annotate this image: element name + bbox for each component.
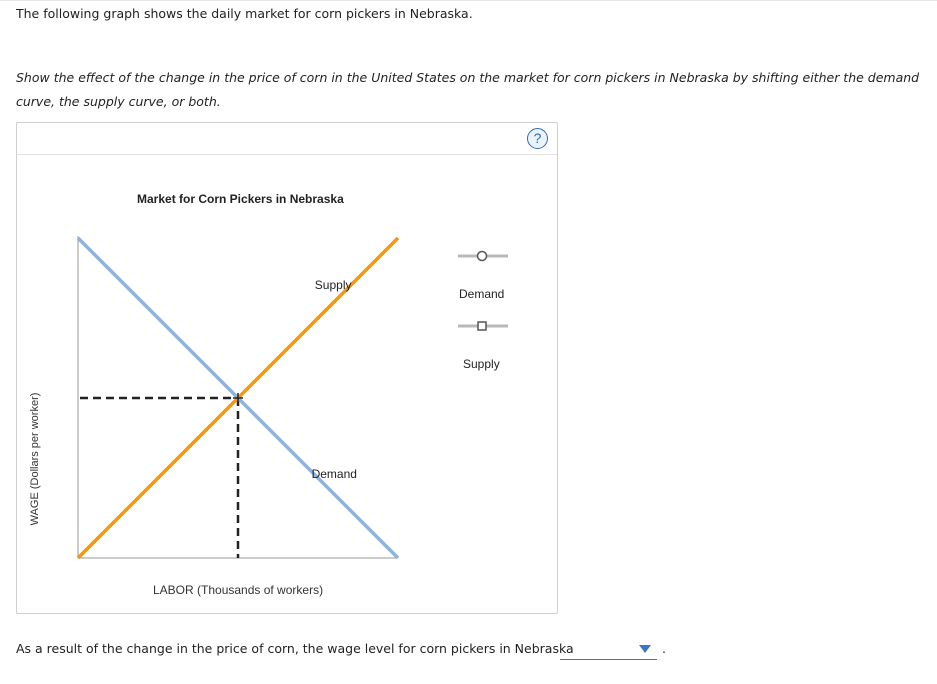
- answer-text: As a result of the change in the price of corn, the wage level for corn pickers in Nebraska: [16, 641, 574, 656]
- legend-demand-label: Demand: [459, 287, 505, 301]
- square-marker-icon: [478, 322, 486, 330]
- intro-text: The following graph shows the daily market for corn pickers in Nebraska.: [16, 6, 473, 21]
- answer-period: .: [662, 641, 666, 656]
- legend-demand-tool[interactable]: [458, 252, 508, 261]
- legend-supply-label: Supply: [463, 357, 500, 371]
- wage-change-dropdown[interactable]: [560, 640, 657, 660]
- x-axis-label: LABOR (Thousands of workers): [153, 583, 324, 597]
- instruction-text: Show the effect of the change in the price of corn in the United States on the market for corn pickers in Nebraska by shifting either the demand curve, the supply curve, or both.: [16, 70, 920, 109]
- supply-curve-label: Supply: [314, 278, 352, 293]
- y-axis-label: WAGE (Dollars per worker): [29, 392, 41, 526]
- chevron-down-icon: [639, 645, 651, 653]
- top-divider: [0, 0, 937, 1]
- help-icon[interactable]: ?: [527, 128, 548, 149]
- legend-supply-tool[interactable]: [458, 322, 508, 330]
- chart-title: Market for Corn Pickers in Nebraska: [137, 192, 344, 206]
- demand-curve-label: Demand: [311, 467, 357, 481]
- graph-panel: [16, 122, 558, 614]
- circle-marker-icon: [478, 252, 487, 261]
